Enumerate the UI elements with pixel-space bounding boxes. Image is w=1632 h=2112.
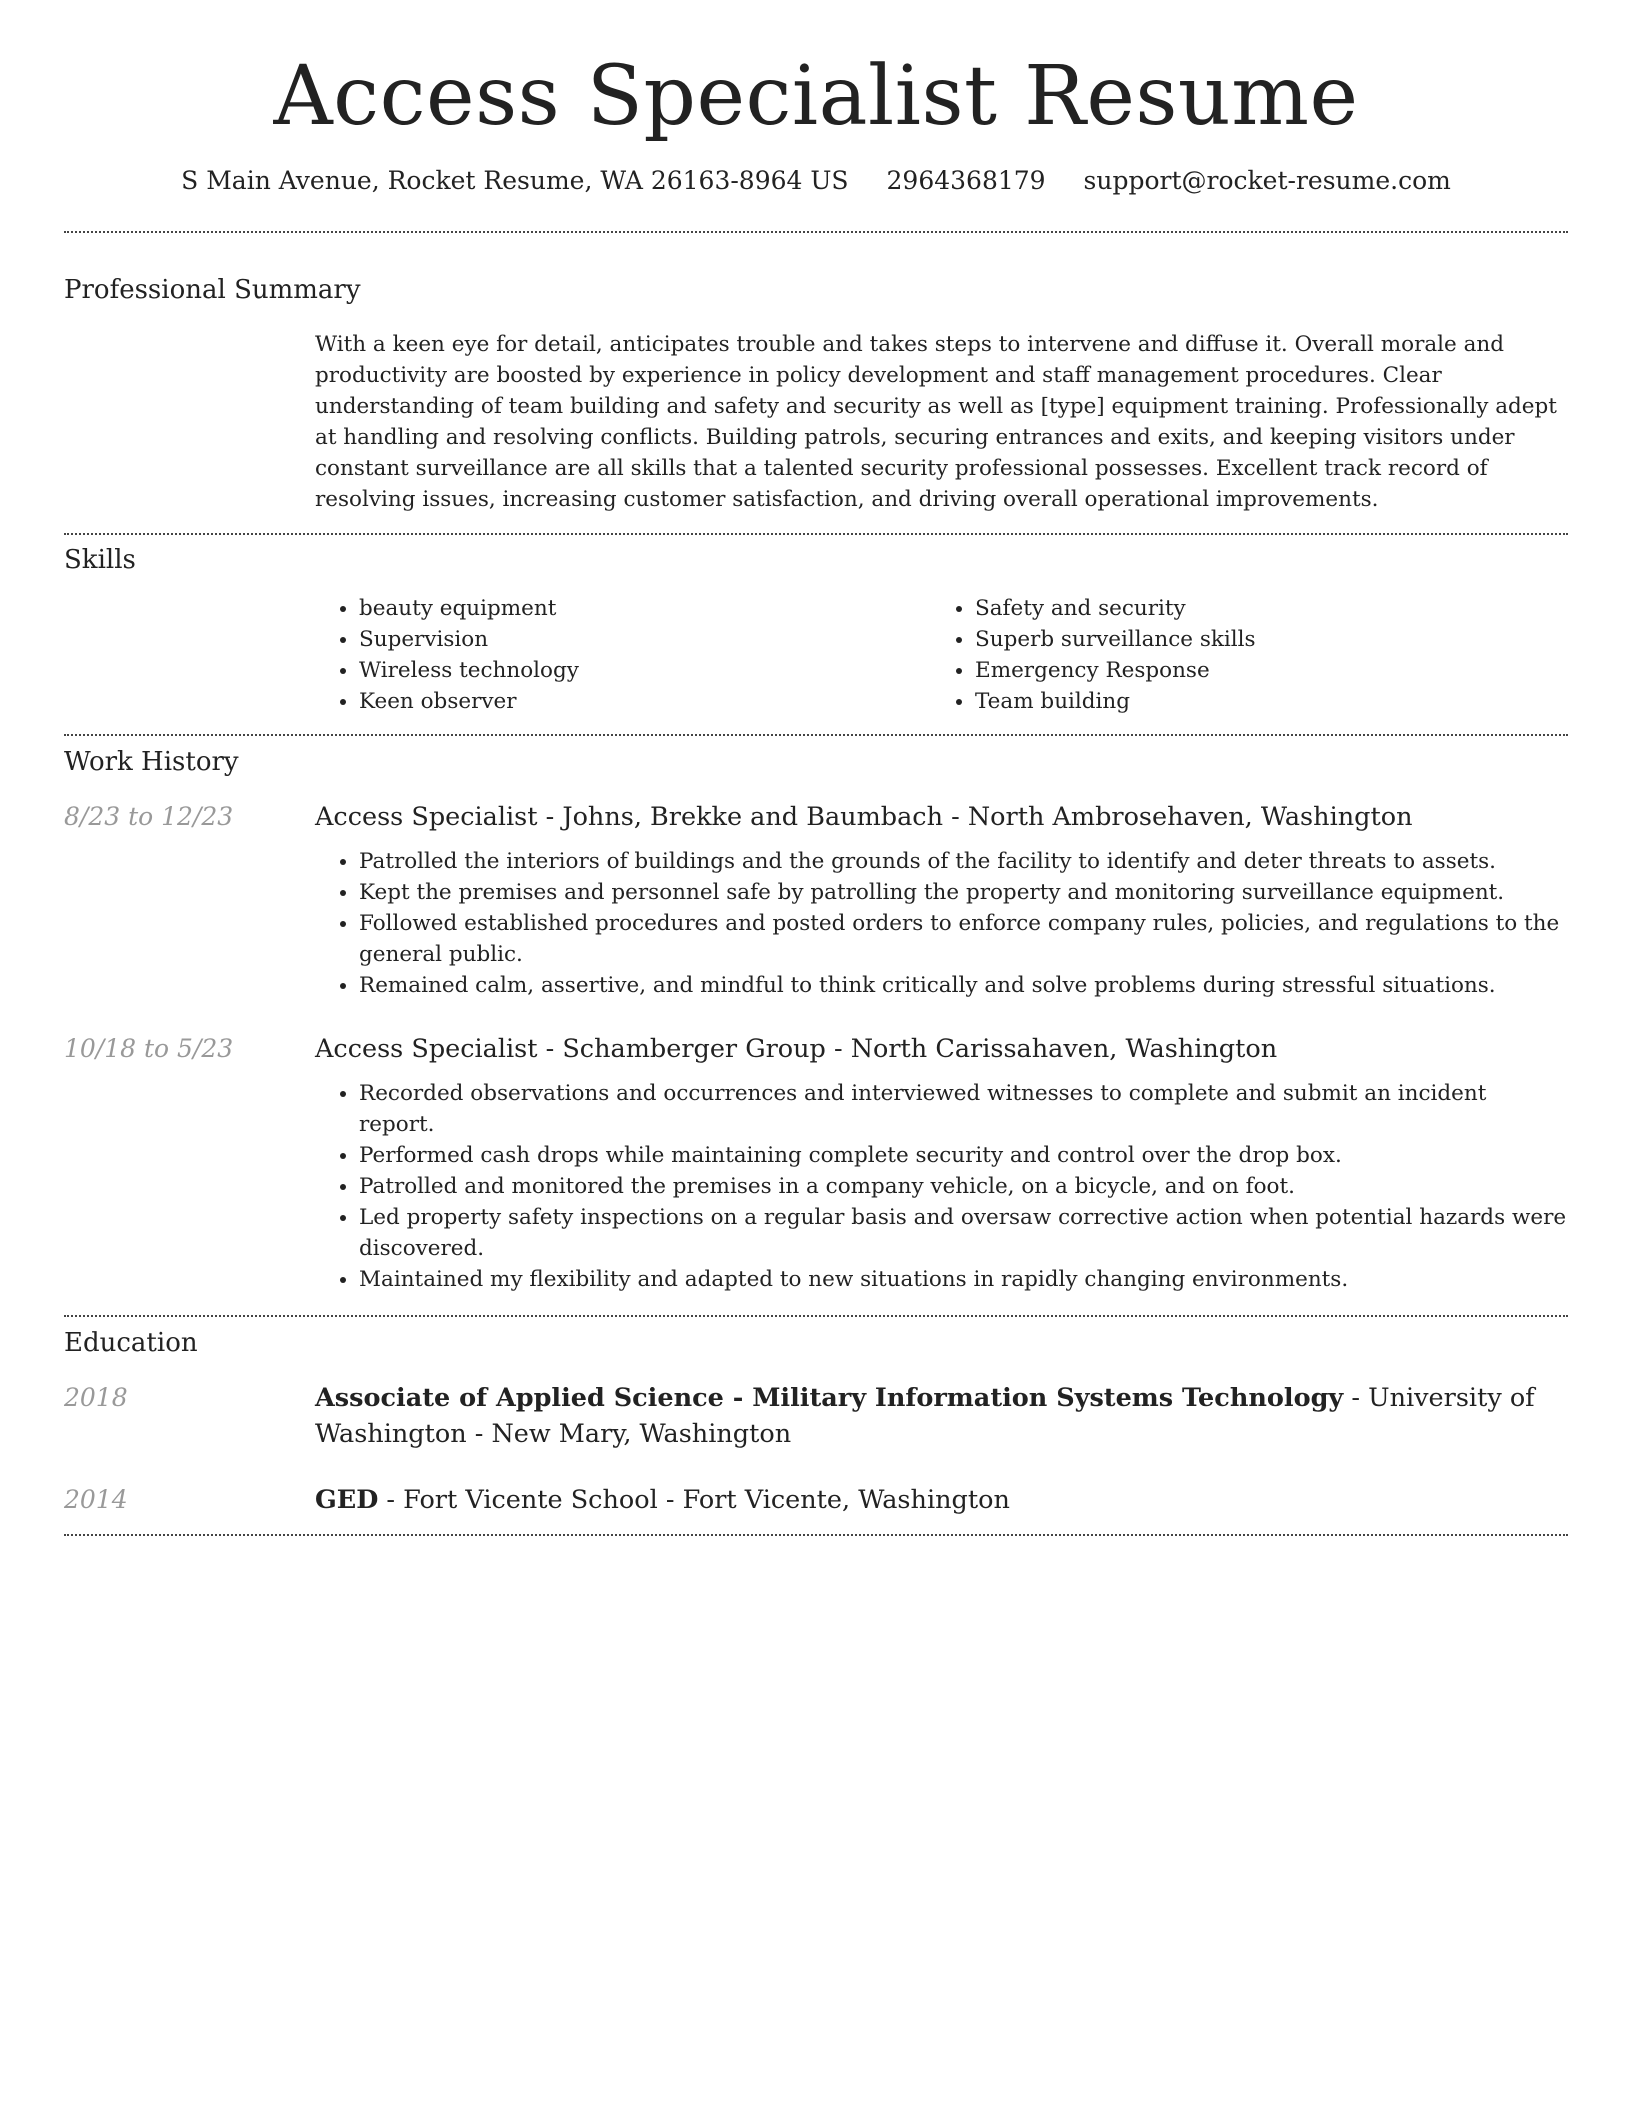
education-school: - Fort Vicente School - Fort Vicente, Washington: [378, 1485, 1010, 1516]
job-title: Access Specialist - Johns, Brekke and Baumbach - North Ambrosehaven, Washington: [315, 802, 1413, 833]
education-year: 2018: [64, 1383, 128, 1413]
job-entry: [64, 1031, 1568, 1295]
education-entry: [64, 1482, 1568, 1518]
job-bullet: • Maintained my flexibility and adapted to new situations in rapidly changing environments.: [359, 1264, 1568, 1295]
education-school: - University of Washington - New Mary, Washington: [315, 1383, 1535, 1450]
summary-text: With a keen eye for detail, anticipates trouble and takes steps to intervene and diffuse it. Overall morale and productivity are boosted by experience in policy development and staff management procedures. Clear understanding of team building and safety and security as well as [type] equipment training. Professionally adept at handling and resolving conflicts. Building patrols, securing entrances and exits, and keeping visitors under constant surveillance are all skills that a talented security professional possesses. Excellent track record of resolving issues, increasing customer satisfaction, and driving overall operational improvements.: [315, 332, 1557, 513]
education-title: [315, 1482, 1568, 1518]
job-bullet: • Patrolled and monitored the premises in a company vehicle, on a bicycle, and on foot.: [359, 1171, 1568, 1202]
job-bullets: [315, 1078, 1568, 1295]
education-body: [315, 1380, 1568, 1452]
summary-body: [315, 329, 1568, 515]
contact-email: support@rocket-resume.com: [1083, 166, 1451, 196]
skills-list-left: [315, 593, 931, 717]
education-body: [315, 1482, 1568, 1518]
contact-phone: 2964368179: [886, 166, 1046, 196]
summary-row: [64, 329, 1568, 515]
job-dates: 10/18 to 5/23: [64, 1034, 234, 1064]
job-bullet: • Recorded observations and occurrences and interviewed witnesses to complete and submit an incident report.: [359, 1078, 1568, 1140]
skills-list-right: [931, 593, 1256, 717]
contact-address: S Main Avenue, Rocket Resume, WA 26163-8964 US: [181, 166, 849, 196]
job-bullet: • Performed cash drops while maintaining complete security and control over the drop box.: [359, 1140, 1568, 1171]
education-degree: Associate of Applied Science - Military Information Systems Technology: [315, 1383, 1344, 1414]
education-entry: [64, 1380, 1568, 1452]
section-divider: [64, 1534, 1568, 1536]
job-dates: 8/23 to 12/23: [64, 802, 234, 832]
education-title: [315, 1380, 1568, 1452]
job-title: Access Specialist - Schamberger Group - North Carissahaven, Washington: [315, 1034, 1278, 1065]
job-bullet: • Led property safety inspections on a regular basis and oversaw corrective action when potential hazards were discovered.: [359, 1202, 1568, 1264]
job-bullet: • Patrolled the interiors of buildings and the grounds of the facility to identify and deter threats to assets.: [359, 846, 1568, 877]
job-bullets: [315, 846, 1568, 1001]
job-bullet: • Followed established procedures and posted orders to enforce company rules, policies, and regulations to the general public.: [359, 908, 1568, 970]
skills-heading: Skills: [64, 545, 136, 576]
work-section: [64, 736, 1568, 1295]
job-body: [315, 799, 1568, 1001]
job-body: [315, 1031, 1568, 1295]
work-heading: Work History: [64, 747, 239, 778]
skill-item: • beauty equipment: [359, 593, 931, 624]
skill-item: • Emergency Response: [975, 655, 1256, 686]
contact-line: [64, 166, 1568, 195]
skill-item: • Keen observer: [359, 686, 931, 717]
summary-left-col: [64, 329, 315, 515]
skills-grid: [315, 593, 1568, 717]
resume-title: Access Specialist Resume: [273, 49, 1359, 144]
skill-item: • Supervision: [359, 624, 931, 655]
job-bullet: • Kept the premises and personnel safe by patrolling the property and monitoring surveillance equipment.: [359, 877, 1568, 908]
education-section: [64, 1317, 1568, 1518]
skills-left-col: [64, 593, 315, 717]
education-heading: Education: [64, 1328, 198, 1359]
education-degree: GED: [315, 1485, 379, 1516]
skill-item: • Team building: [975, 686, 1256, 717]
skill-item: • Safety and security: [975, 593, 1256, 624]
summary-section: [64, 233, 1568, 515]
job-entry: [64, 799, 1568, 1001]
summary-heading: Professional Summary: [64, 275, 361, 306]
education-year: 2014: [64, 1485, 128, 1515]
skills-row: [64, 593, 1568, 717]
skill-item: • Wireless technology: [359, 655, 931, 686]
skills-section: [64, 535, 1568, 717]
skill-item: • Superb surveillance skills: [975, 624, 1256, 655]
job-bullet: • Remained calm, assertive, and mindful to think critically and solve problems during stressful situations.: [359, 970, 1568, 1001]
